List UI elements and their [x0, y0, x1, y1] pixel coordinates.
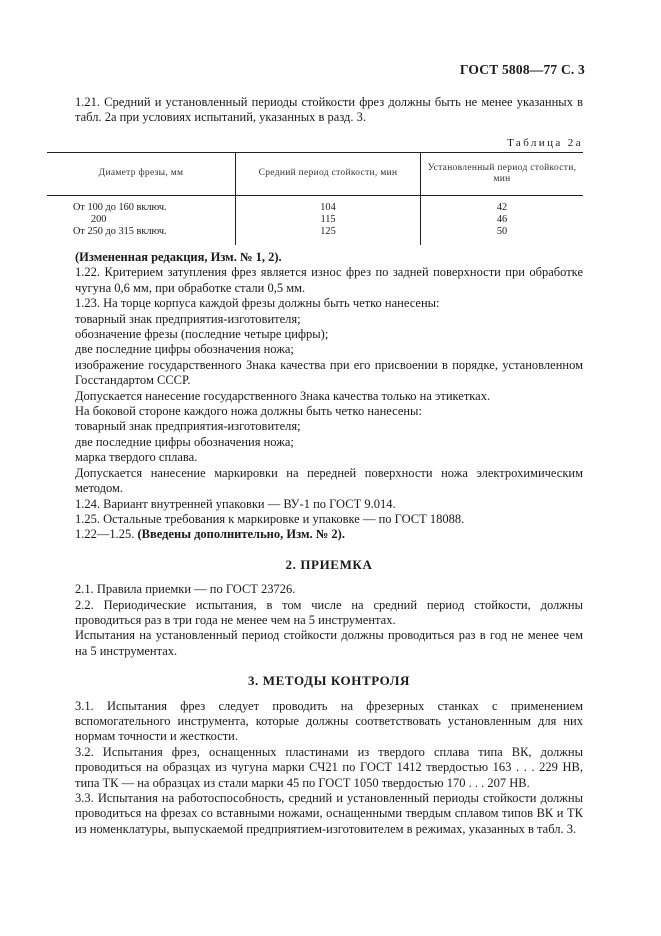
table-cell-diameter: 200 [91, 214, 107, 225]
amendment-line [75, 527, 583, 542]
table-cell-average: 115 [236, 214, 421, 226]
paragraph-1-22: 1.22. Критерием затупления фрез является износ фрез по задней поверхности при обработке чугуна 0,6 мм, при обработке стали 0,5 мм. [75, 265, 583, 295]
list-item: две последние цифры обозначения ножа; [75, 434, 294, 449]
range-label: 1.22—1.25. [75, 527, 135, 542]
table-cell-diameter: От 100 до 160 включ. [73, 202, 167, 213]
list-item: марка твердого сплава. [75, 450, 198, 465]
table-row [47, 196, 583, 215]
allowance-note: Допускается нанесение государственного Знака качества только на этикетках. [75, 388, 491, 403]
side-marking-intro: На боковой стороне каждого ножа должны быть четко нанесены: [75, 404, 422, 419]
section-1-continued [75, 250, 583, 837]
paragraph-1-24: 1.24. Вариант внутренней упаковки — ВУ-1 по ГОСТ 9.014. [75, 496, 396, 511]
table-cell-diameter: От 250 до 315 включ. [73, 226, 167, 237]
page-header: ГОСТ 5808—77 С. 3 [459, 62, 585, 77]
amendment-note: (Измененная редакция, Изм. № 1, 2). [75, 250, 282, 264]
allowance-note: Допускается нанесение маркировки на передней поверхности ножа электрохимическим методом. [75, 465, 583, 496]
paragraph-3-3: 3.3. Испытания на работоспособность, средний и установленный периоды стойкости должны проводиться на фрезах со вставными ножами, оснащенными твердым сплавом типов ВК и ТК из номенклатуры, выпускаемой предприятием-изготовителем в режимах, указанных в табл. 3. [75, 791, 583, 836]
amendment-note: (Введены дополнительно, Изм. № 2). [137, 527, 345, 542]
paragraph-1-23: 1.23. На торце корпуса каждой фрезы должны быть четко нанесены: [75, 296, 440, 311]
table-row [47, 226, 583, 245]
paragraph-3-2: 3.2. Испытания фрез, оснащенных пластинами из твердого сплава типа ВК, должны проводиться на образцах из чугуна марки СЧ21 по ГОСТ 1412 твердостью 163 . . . 229 НВ, типа ТК — на образцах из стали марки 45 по ГОСТ 1050 твердостью 170 . . . 207 НВ. [75, 744, 583, 790]
table-header-diameter: Диаметр фрезы, мм [47, 153, 236, 196]
table-2a [47, 152, 583, 245]
table-cell-average: 104 [236, 196, 421, 215]
section-title-acceptance: 2. ПРИЕМКА [285, 556, 373, 572]
list-item: изображение государственного Знака качества при его присвоении в порядке, установленном Госстандартом СССР. [75, 357, 583, 388]
table-header-row [47, 153, 583, 196]
table-header-established: Установленный период стойкости, мин [421, 153, 584, 196]
table-cell-established: 46 [496, 214, 508, 225]
table-cell-average: 125 [236, 226, 421, 245]
paragraph-2-2: 2.2. Периодические испытания, в том числе на средний период стойкости, должны проводиться раз в три года не менее чем на 5 инструментах. [75, 597, 583, 627]
list-item: товарный знак предприятия-изготовителя; [75, 419, 301, 434]
table-cell-established: 42 [496, 202, 508, 213]
list-item: обозначение фрезы (последние четыре цифры); [75, 327, 329, 342]
table-label: Таблица 2а [507, 137, 583, 149]
table-header-average: Средний период стойкости, мин [236, 153, 421, 196]
paragraph-1-21: 1.21. Средний и установленный периоды стойкости фрез должны быть не менее указанных в табл. 2а при условиях испытаний, указанных в разд. 3. [75, 95, 583, 125]
list-item: две последние цифры обозначения ножа; [75, 342, 294, 357]
paragraph-3-1: 3.1. Испытания фрез следует проводить на фрезерных станках с применением вспомогательного инструмента, которые должны соответствовать установленным для них нормам точности и жесткости. [75, 698, 583, 744]
paragraph-2-1: 2.1. Правила приемки — по ГОСТ 23726. [75, 582, 296, 597]
table-row [47, 214, 583, 226]
paragraph-2-2b: Испытания на установленный период стойкости должны проводиться раз в год не менее чем на 5 инструментах. [75, 628, 583, 658]
table-cell-established: 50 [496, 226, 508, 237]
list-item: товарный знак предприятия-изготовителя; [75, 311, 301, 326]
paragraph-1-25: 1.25. Остальные требования к маркировке и упаковке — по ГОСТ 18088. [75, 511, 465, 526]
section-title-control-methods: 3. МЕТОДЫ КОНТРОЛЯ [247, 673, 411, 689]
